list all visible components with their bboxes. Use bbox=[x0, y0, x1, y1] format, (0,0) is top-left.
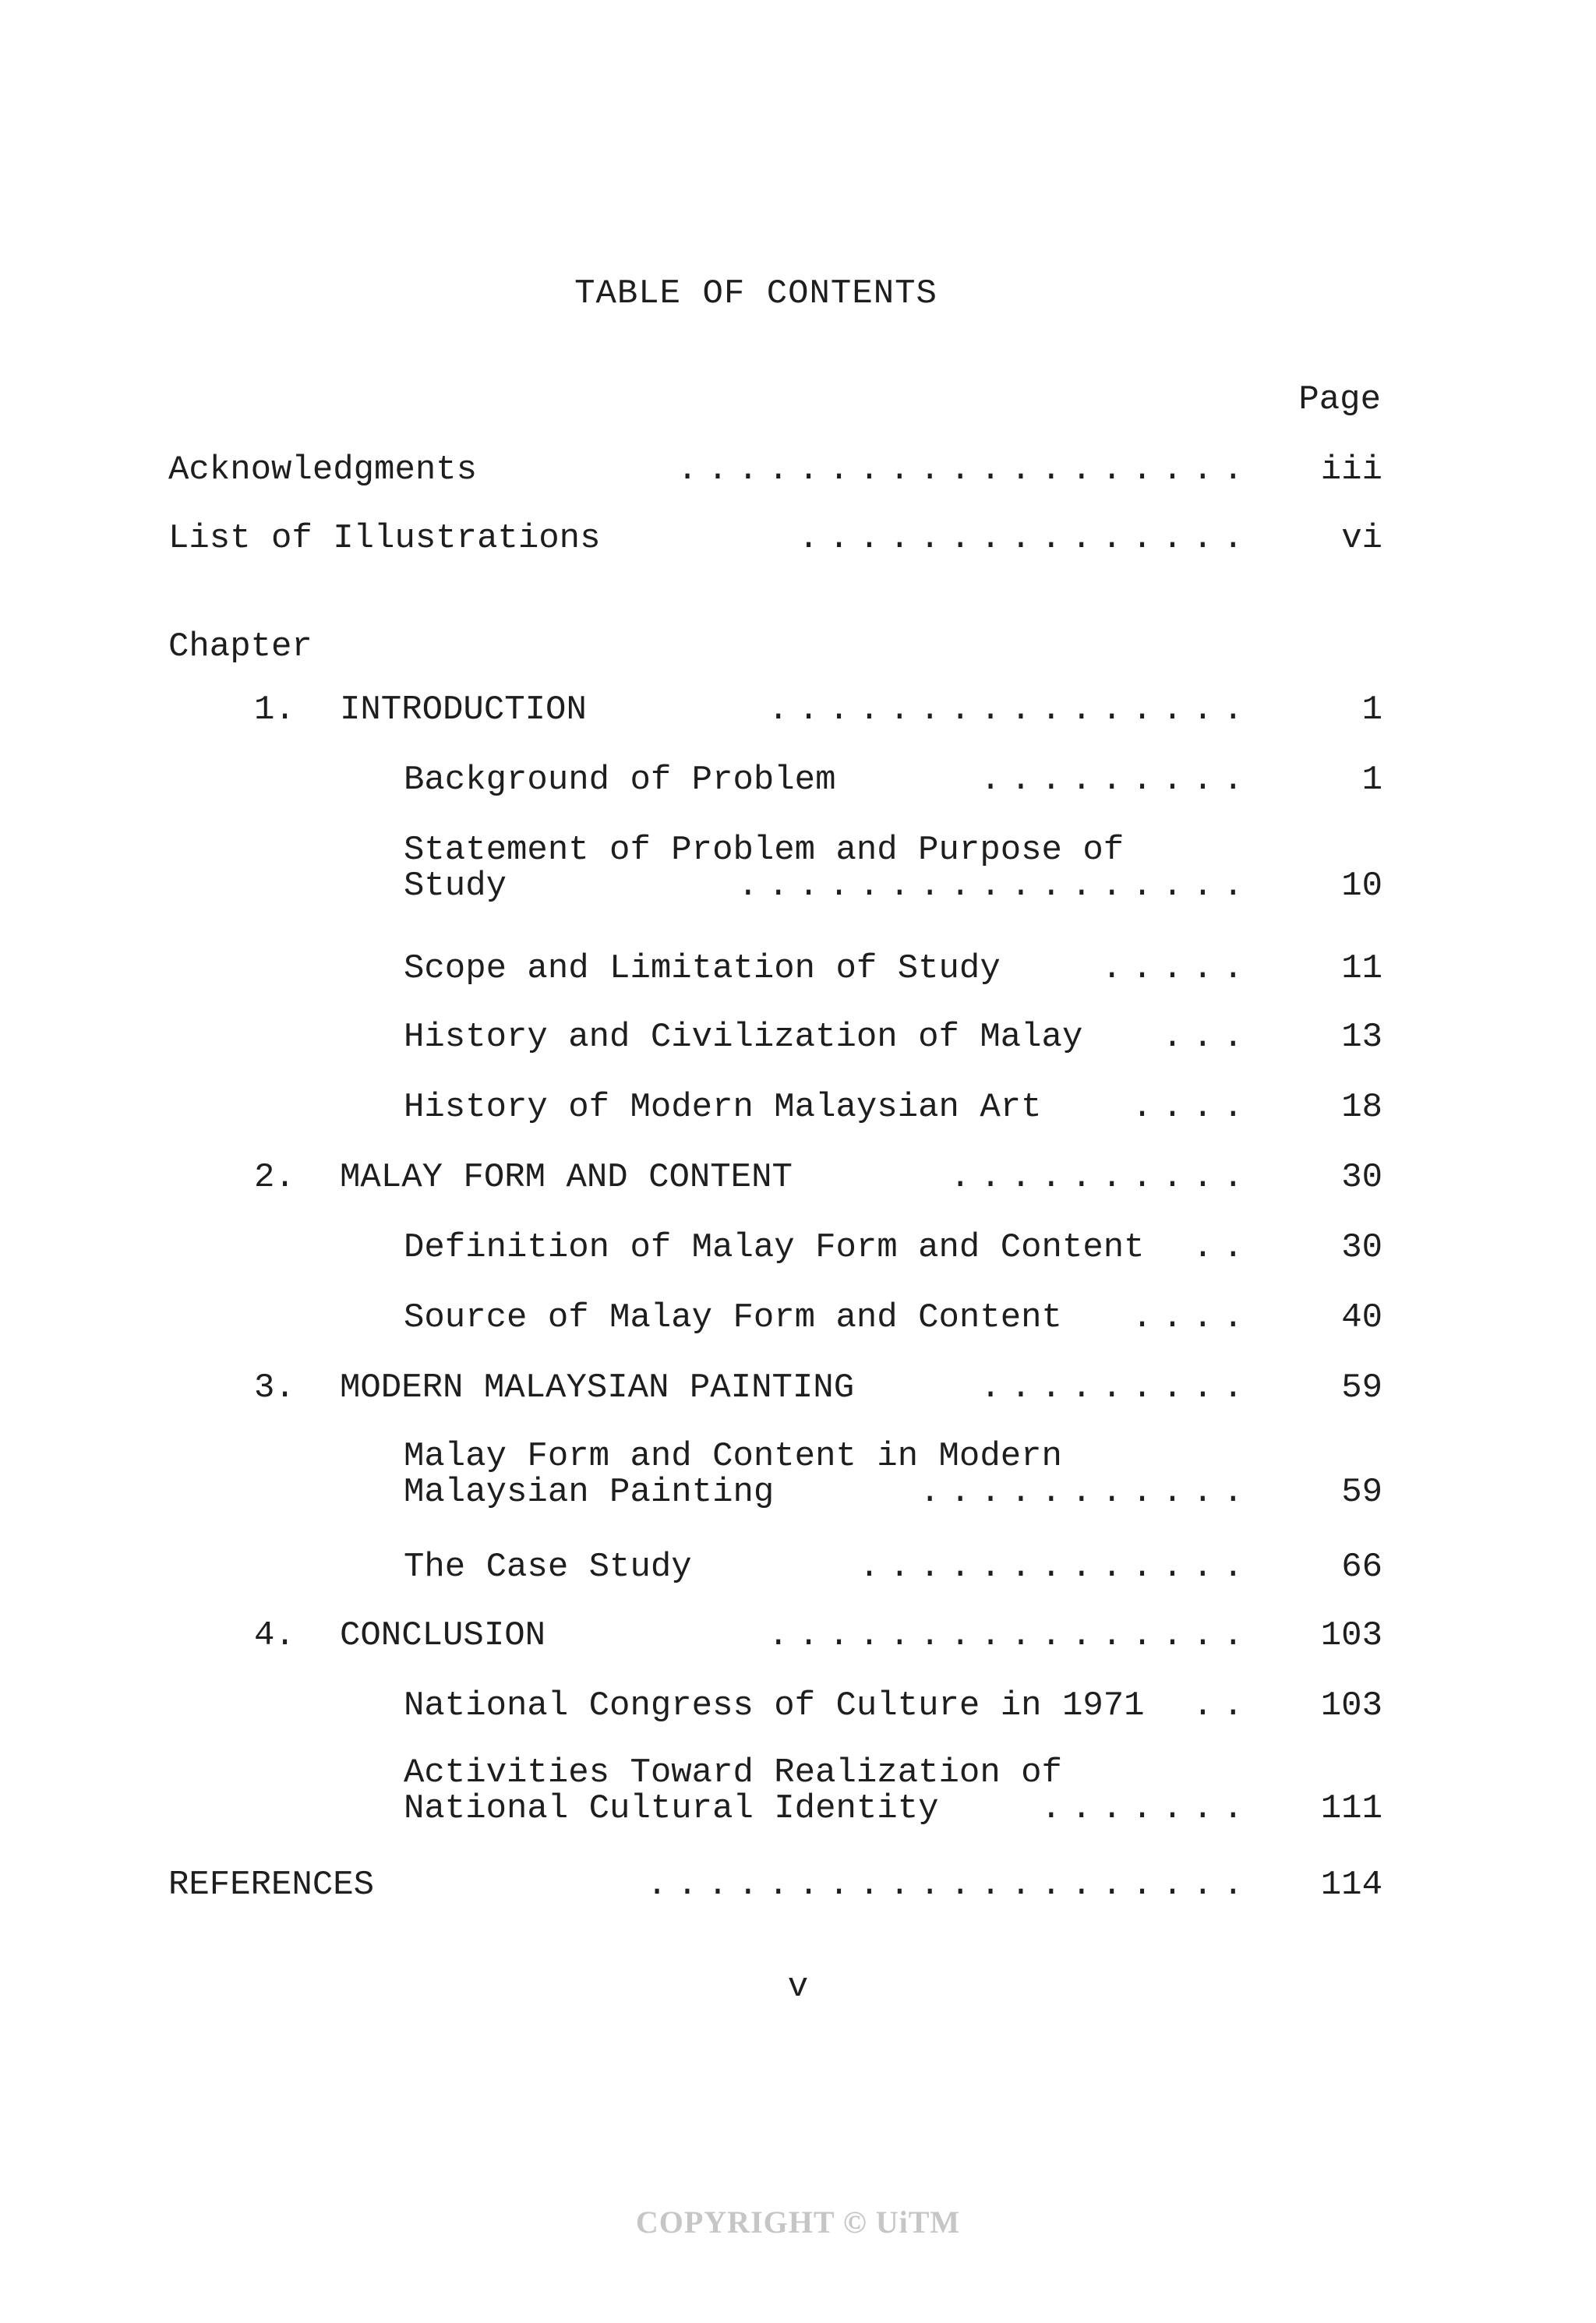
toc-entry bbox=[0, 521, 1596, 556]
page-title: TABLE OF CONTENTS bbox=[574, 274, 937, 313]
toc-chapter-number: 2. bbox=[254, 1158, 295, 1197]
toc-entry bbox=[0, 762, 1596, 798]
toc-page-number: 1 bbox=[1361, 690, 1382, 729]
toc-page-number: 10 bbox=[1341, 867, 1382, 906]
toc-page-number: 30 bbox=[1341, 1158, 1382, 1197]
toc-entry-title: Background of Problem bbox=[404, 761, 836, 800]
toc-page-number: 1 bbox=[1361, 761, 1382, 800]
toc-page-number: 103 bbox=[1320, 1686, 1382, 1725]
toc-entry-title: Statement of Problem and Purpose of Study bbox=[404, 831, 1125, 906]
toc-leader-dots: .......... bbox=[949, 1158, 1253, 1197]
toc-entry bbox=[0, 1370, 1596, 1406]
toc-entry bbox=[0, 1439, 1596, 1510]
toc-leader-dots: ..... bbox=[1101, 949, 1253, 988]
toc-entry-title: History and Civilization of Malay bbox=[404, 1018, 1083, 1057]
toc-leader-dots: .................... bbox=[646, 1866, 1253, 1905]
copyright-watermark: COPYRIGHT © UiTM bbox=[635, 2205, 961, 2240]
toc-entry-title: REFERENCES bbox=[168, 1866, 375, 1905]
toc-leader-dots: ......... bbox=[980, 1368, 1253, 1407]
toc-page-number: 40 bbox=[1341, 1298, 1382, 1337]
toc-leader-dots: ................. bbox=[737, 867, 1253, 906]
toc-page-number: 59 bbox=[1341, 1368, 1382, 1407]
toc-entry-title: History of Modern Malaysian Art bbox=[404, 1088, 1042, 1127]
toc-leader-dots: ............. bbox=[859, 1548, 1253, 1587]
toc-entry bbox=[0, 1300, 1596, 1336]
toc-page-number: 59 bbox=[1341, 1473, 1382, 1512]
toc-entry-title: Source of Malay Form and Content bbox=[404, 1298, 1062, 1337]
toc-chapter-number: 3. bbox=[254, 1368, 295, 1407]
toc-entry-title: MALAY FORM AND CONTENT bbox=[340, 1158, 793, 1197]
toc-entry-title: Scope and Limitation of Study bbox=[404, 949, 1001, 988]
toc-chapter-number: 4. bbox=[254, 1616, 295, 1655]
toc-entry-title: INTRODUCTION bbox=[340, 690, 587, 729]
toc-leader-dots: ........... bbox=[920, 1473, 1253, 1512]
toc-entry bbox=[0, 692, 1596, 728]
toc-page-number: 111 bbox=[1320, 1789, 1382, 1828]
toc-entry bbox=[0, 1089, 1596, 1125]
page-column-header: Page bbox=[1298, 380, 1381, 419]
toc-entry bbox=[0, 832, 1596, 904]
toc-leader-dots: ............... bbox=[798, 519, 1253, 558]
toc-entry bbox=[0, 1867, 1596, 1903]
toc-entry bbox=[0, 1618, 1596, 1654]
toc-page-number: iii bbox=[1320, 450, 1382, 489]
toc-entry bbox=[0, 1755, 1596, 1827]
toc-entry bbox=[0, 1688, 1596, 1724]
toc-entry-title: Definition of Malay Form and Content bbox=[404, 1228, 1145, 1267]
toc-entry bbox=[0, 1019, 1596, 1055]
toc-entry-title: MODERN MALAYSIAN PAINTING bbox=[340, 1368, 855, 1407]
toc-entry bbox=[0, 452, 1596, 488]
toc-page-number: 13 bbox=[1341, 1018, 1382, 1057]
toc-entry bbox=[0, 951, 1596, 987]
toc-entry-title: The Case Study bbox=[404, 1548, 692, 1587]
toc-page-number: 114 bbox=[1320, 1866, 1382, 1905]
chapter-label: Chapter bbox=[168, 627, 312, 666]
toc-entry bbox=[0, 1230, 1596, 1266]
toc-leader-dots: .. bbox=[1192, 1686, 1253, 1725]
toc-entry-title: List of Illustrations bbox=[168, 519, 601, 558]
toc-entry bbox=[0, 1160, 1596, 1195]
toc-leader-dots: ... bbox=[1162, 1018, 1253, 1057]
toc-entry-title: Activities Toward Realization of National Cultural Identity bbox=[404, 1753, 1062, 1828]
toc-entry-title: Malay Form and Content in Modern Malaysian Painting bbox=[404, 1437, 1062, 1512]
toc-page-number: 103 bbox=[1320, 1616, 1382, 1655]
toc-page-number: vi bbox=[1341, 519, 1382, 558]
toc-leader-dots: ......... bbox=[980, 761, 1253, 800]
toc-leader-dots: .. bbox=[1192, 1228, 1253, 1267]
toc-leader-dots: ................ bbox=[768, 1616, 1253, 1655]
toc-leader-dots: ................ bbox=[768, 690, 1253, 729]
footer-page-number: v bbox=[787, 1968, 809, 2007]
toc-entry-title: National Congress of Culture in 1971 bbox=[404, 1686, 1145, 1725]
toc-entry-title: Acknowledgments bbox=[168, 450, 478, 489]
toc-page-number: 11 bbox=[1341, 949, 1382, 988]
toc-leader-dots: .... bbox=[1132, 1088, 1253, 1127]
toc-page-number: 66 bbox=[1341, 1548, 1382, 1587]
toc-entry bbox=[0, 1549, 1596, 1585]
toc-leader-dots: ....... bbox=[1040, 1789, 1253, 1828]
toc-leader-dots: .... bbox=[1132, 1298, 1253, 1337]
toc-leader-dots: ................... bbox=[676, 450, 1253, 489]
toc-entry-title: CONCLUSION bbox=[340, 1616, 546, 1655]
toc-chapter-number: 1. bbox=[254, 690, 295, 729]
toc-page-number: 30 bbox=[1341, 1228, 1382, 1267]
toc-page-number: 18 bbox=[1341, 1088, 1382, 1127]
